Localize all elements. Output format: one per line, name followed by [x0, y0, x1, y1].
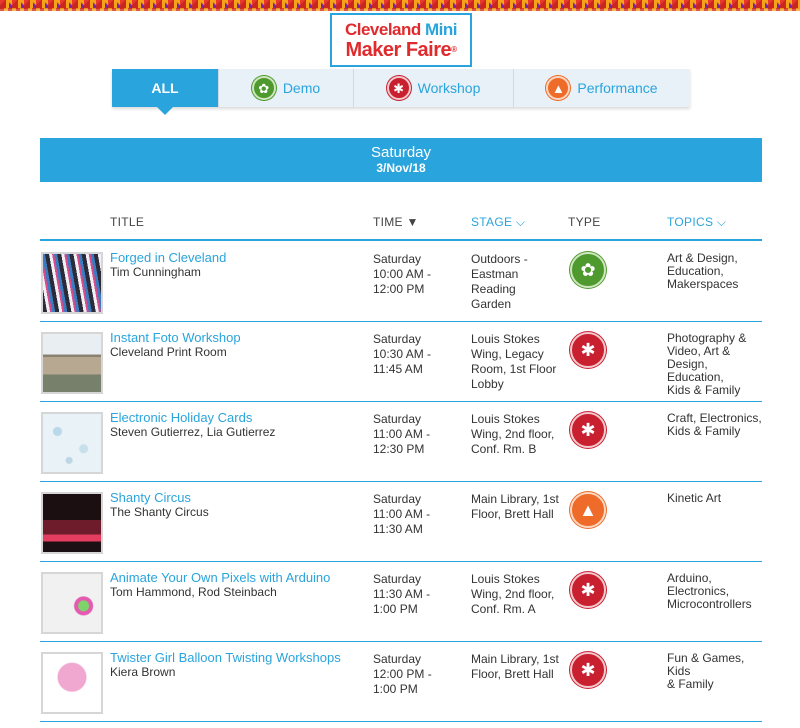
- event-thumbnail[interactable]: [41, 652, 103, 714]
- tab-demo-label: Demo: [282, 80, 321, 96]
- workshop-icon: ✱: [570, 652, 606, 688]
- event-thumbnail[interactable]: [41, 572, 103, 634]
- event-stage: Louis Stokes Wing, 2nd floor, Conf. Rm. A: [471, 572, 555, 616]
- workshop-icon: ✱: [387, 76, 411, 100]
- event-topics: Photography & Video, Art & Design, Education, Kids & Family: [667, 331, 747, 397]
- performance-icon: ▲: [570, 492, 606, 528]
- event-stage: Main Library, 1st Floor, Brett Hall: [471, 652, 559, 681]
- day-date: 3/Nov/18: [376, 161, 426, 175]
- event-title-link[interactable]: Forged in Cleveland: [110, 250, 227, 265]
- event-thumbnail[interactable]: [41, 412, 103, 474]
- tab-all-label: ALL: [151, 80, 179, 96]
- performance-icon: ▲: [546, 76, 570, 100]
- logo-text-maker-faire: Maker Faire: [345, 39, 452, 61]
- event-thumbnail[interactable]: [41, 332, 103, 394]
- event-topics: Kinetic Art: [667, 491, 722, 505]
- day-name: Saturday: [370, 144, 432, 161]
- event-title-link[interactable]: Animate Your Own Pixels with Arduino: [110, 570, 331, 585]
- table-row: [40, 642, 762, 722]
- event-thumbnail[interactable]: [41, 252, 103, 314]
- table-row: [40, 242, 762, 322]
- workshop-icon: ✱: [570, 412, 606, 448]
- tab-workshop[interactable]: [354, 69, 514, 107]
- event-people: The Shanty Circus: [110, 505, 209, 519]
- logo-registered-mark: ®: [451, 45, 457, 54]
- event-title-link[interactable]: Instant Foto Workshop: [110, 330, 241, 345]
- event-time: Saturday 11:00 AM - 12:30 PM: [373, 412, 431, 456]
- table-row: [40, 562, 762, 642]
- table-row: [40, 482, 762, 562]
- event-thumbnail[interactable]: [41, 492, 103, 554]
- event-people: Tom Hammond, Rod Steinbach: [110, 585, 277, 599]
- event-title-link[interactable]: Electronic Holiday Cards: [110, 410, 253, 425]
- tab-performance[interactable]: [514, 69, 690, 107]
- event-title-link[interactable]: Shanty Circus: [110, 490, 191, 505]
- decorative-top-border-accent: [0, 8, 800, 11]
- event-time: Saturday 11:30 AM - 1:00 PM: [373, 572, 431, 616]
- schedule-table-header: [40, 212, 762, 241]
- column-header-title: TITLE: [110, 215, 145, 229]
- event-stage: Louis Stokes Wing, Legacy Room, 1st Floor Lobby: [471, 332, 557, 391]
- event-topics: Art & Design, Education, Makerspaces: [667, 251, 739, 291]
- event-stage: Main Library, 1st Floor, Brett Hall: [471, 492, 559, 521]
- table-row: [40, 322, 762, 402]
- tab-all[interactable]: [112, 69, 219, 107]
- event-people: Kiera Brown: [110, 665, 176, 679]
- category-tabs: [112, 69, 690, 107]
- event-time: Saturday 10:00 AM - 12:00 PM: [373, 252, 432, 296]
- tab-workshop-label: Workshop: [417, 80, 481, 96]
- event-title-link[interactable]: Twister Girl Balloon Twisting Workshops: [110, 650, 341, 665]
- tab-performance-label: Performance: [577, 80, 658, 96]
- day-header-band: [40, 138, 762, 182]
- event-stage: Louis Stokes Wing, 2nd floor, Conf. Rm. B: [471, 412, 555, 456]
- demo-icon: ✿: [570, 252, 606, 288]
- column-header-stage[interactable]: STAGE ⌵: [471, 215, 526, 229]
- tab-demo[interactable]: [219, 69, 354, 107]
- maker-faire-logo[interactable]: [330, 13, 472, 67]
- event-topics: Fun & Games, Kids & Family: [667, 651, 745, 691]
- column-header-time[interactable]: TIME ▼: [373, 215, 419, 229]
- table-row: [40, 402, 762, 482]
- event-people: Tim Cunningham: [110, 265, 201, 279]
- logo-text-mini: Mini: [425, 20, 458, 39]
- demo-icon: ✿: [252, 76, 276, 100]
- event-time: Saturday 11:00 AM - 11:30 AM: [373, 492, 431, 536]
- event-people: Cleveland Print Room: [110, 345, 227, 359]
- event-time: Saturday 12:00 PM - 1:00 PM: [373, 652, 432, 696]
- workshop-icon: ✱: [570, 572, 606, 608]
- event-stage: Outdoors - Eastman Reading Garden: [471, 252, 528, 311]
- event-topics: Craft, Electronics, Kids & Family: [667, 411, 762, 438]
- event-people: Steven Gutierrez, Lia Gutierrez: [110, 425, 276, 439]
- event-time: Saturday 10:30 AM - 11:45 AM: [373, 332, 432, 376]
- column-header-type: TYPE: [568, 215, 601, 229]
- workshop-icon: ✱: [570, 332, 606, 368]
- column-header-topics[interactable]: TOPICS ⌵: [667, 215, 727, 229]
- logo-text-cleveland: Cleveland: [344, 20, 421, 39]
- event-topics: Arduino, Electronics, Microcontrollers: [667, 571, 752, 611]
